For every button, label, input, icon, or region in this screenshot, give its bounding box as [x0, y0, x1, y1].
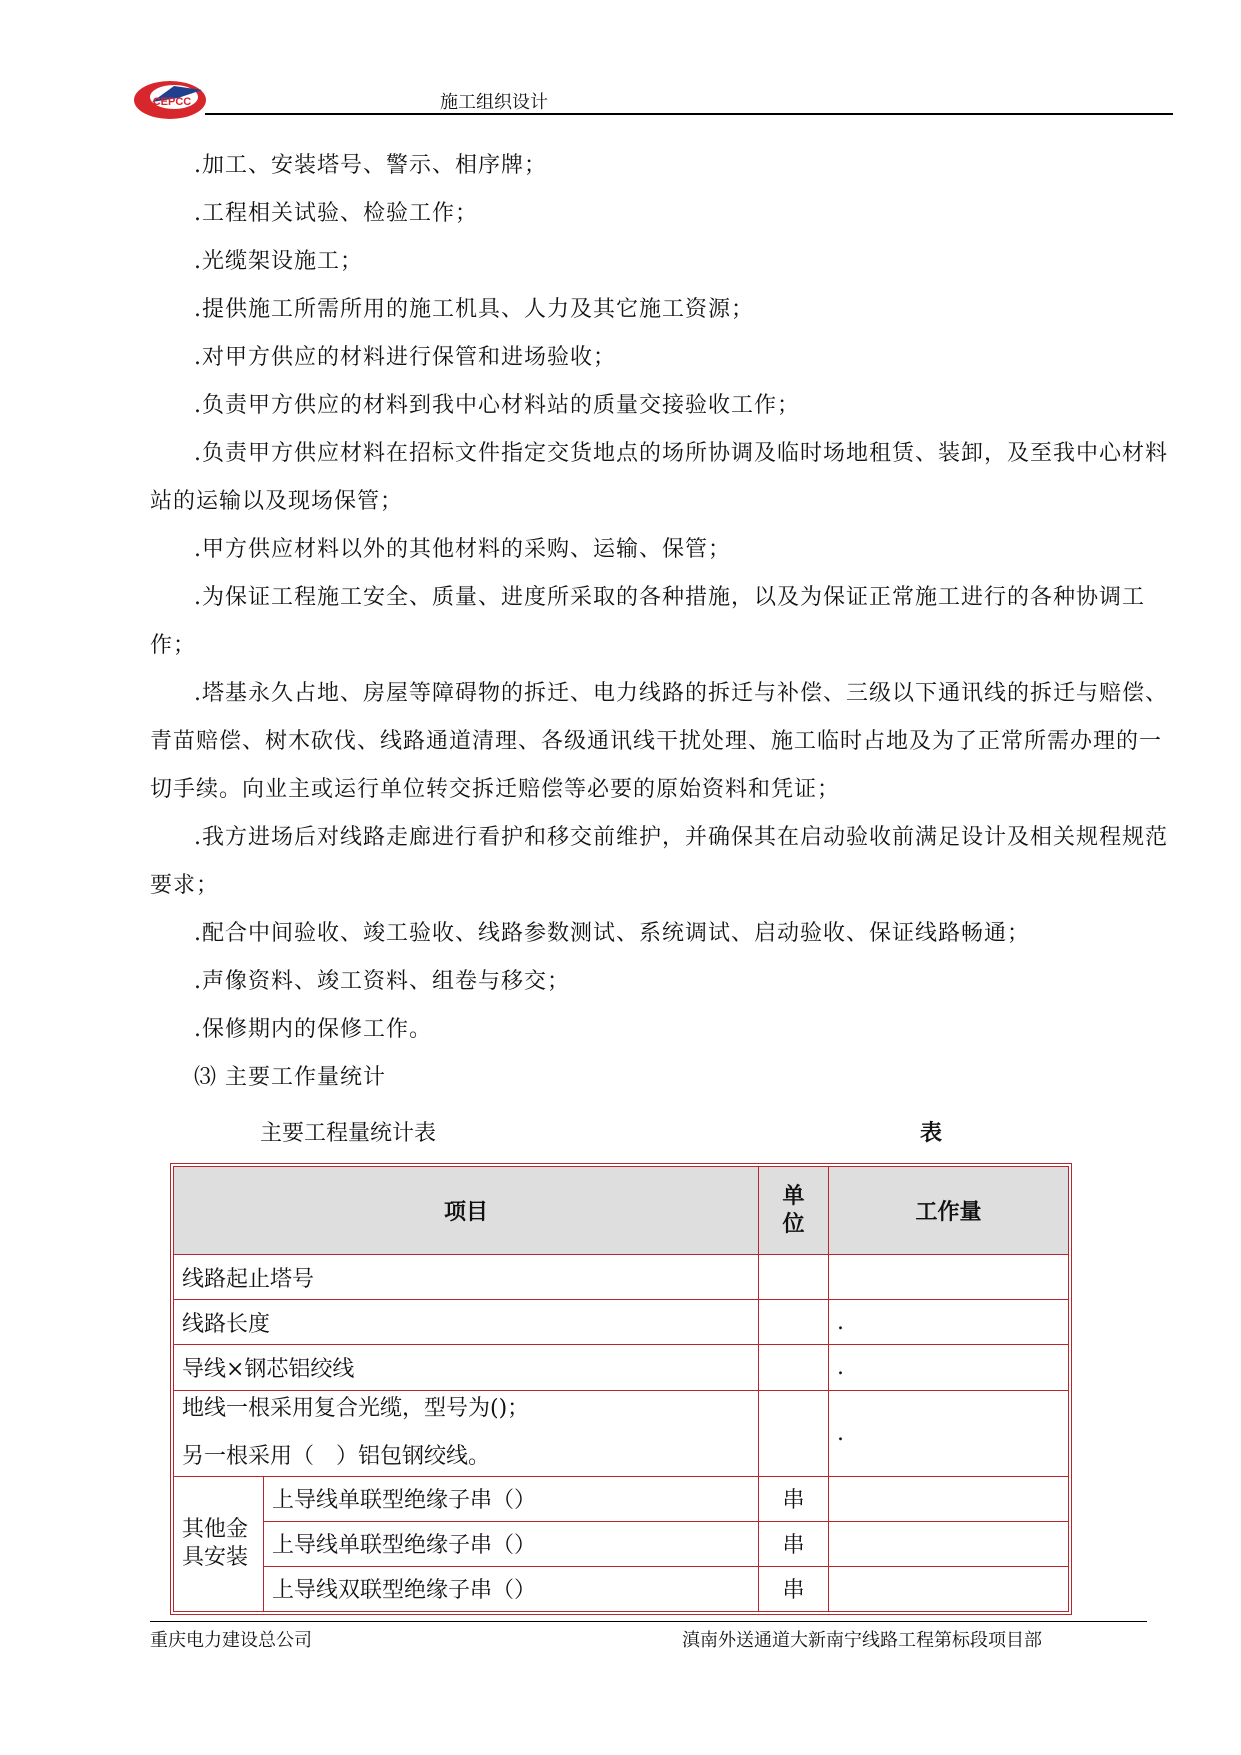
footer-rule — [150, 1621, 1147, 1622]
document-body — [150, 142, 1175, 1102]
row-unit: 串 — [759, 1476, 829, 1521]
table-caption: 主要工程量统计表 — [260, 1121, 437, 1146]
paragraph: .负责甲方供应的材料到我中心材料站的质量交接验收工作； — [194, 393, 800, 418]
paragraph: .我方进场后对线路走廊进行看护和移交前维护，并确保其在启动验收前满足设计及相关规程规范要求； — [150, 825, 1168, 898]
row-item: 导线×钢芯铝绞线 — [174, 1345, 759, 1390]
row-item: 上导线单联型绝缘子串（） — [264, 1521, 759, 1566]
table-row — [174, 1390, 1069, 1476]
table-row — [174, 1255, 1069, 1300]
row-qty — [829, 1566, 1069, 1611]
footer-company: 重庆电力建设总公司 — [150, 1630, 312, 1651]
header-qty: 工作量 — [829, 1167, 1069, 1255]
paragraph: .对甲方供应的材料进行保管和进场验收； — [194, 345, 616, 370]
section-heading: ⑶ 主要工作量统计 — [194, 1065, 386, 1090]
quantity-table — [170, 1163, 1072, 1615]
row-unit — [759, 1255, 829, 1300]
table-row — [174, 1521, 1069, 1566]
table-row — [174, 1300, 1069, 1345]
paragraph: .提供施工所需所用的施工机具、人力及其它施工资源； — [194, 297, 754, 322]
row-unit: 串 — [759, 1566, 829, 1611]
paragraph: .为保证工程施工安全、质量、进度所采取的各种措施，以及为保证正常施工进行的各种协调工作； — [150, 585, 1145, 658]
row-unit — [759, 1300, 829, 1345]
row-qty: . — [829, 1345, 1069, 1390]
paragraph: .塔基永久占地、房屋等障碍物的拆迁、电力线路的拆迁与补偿、三级以下通讯线的拆迁与赔偿、青苗赔偿、树木砍伐、线路通道清理、各级通讯线干扰处理、施工临时占地及为了正常所需办理的一切手续。向业主或运行单位转交拆迁赔偿等必要的原始资料和凭证； — [150, 681, 1168, 802]
table-row — [174, 1345, 1069, 1390]
row-qty: . — [829, 1300, 1069, 1345]
row-item: 上导线单联型绝缘子串（） — [264, 1476, 759, 1521]
row-item: 线路起止塔号 — [174, 1255, 759, 1300]
row-qty — [829, 1476, 1069, 1521]
row-qty: . — [829, 1390, 1069, 1476]
row-item: 线路长度 — [174, 1300, 759, 1345]
row-unit — [759, 1345, 829, 1390]
table-header-row — [174, 1167, 1069, 1255]
paragraph: .光缆架设施工； — [194, 249, 363, 274]
header-title: 施工组织设计 — [440, 92, 548, 113]
row-unit — [759, 1390, 829, 1476]
table-row — [174, 1476, 1069, 1521]
group-label: 其他金 具安装 — [174, 1476, 264, 1611]
paragraph: .加工、安装塔号、警示、相序牌； — [194, 153, 547, 178]
paragraph: .工程相关试验、检验工作； — [194, 201, 478, 226]
row-item: 上导线双联型绝缘子串（） — [264, 1566, 759, 1611]
logo-text: CEPCC — [152, 96, 192, 108]
header-rule — [205, 113, 1173, 115]
header-item: 项目 — [174, 1167, 759, 1255]
row-unit: 串 — [759, 1521, 829, 1566]
row-item: 地线一根采用复合光缆，型号为()； 另一根采用（ ）铝包钢绞线。 — [174, 1390, 759, 1476]
footer-project: 滇南外送通道大新南宁线路工程第标段项目部 — [682, 1630, 1042, 1651]
row-qty — [829, 1255, 1069, 1300]
table-caption-suffix: 表 — [920, 1120, 943, 1146]
company-logo — [132, 76, 210, 122]
paragraph: .声像资料、竣工资料、组卷与移交； — [194, 969, 570, 994]
header-unit: 单 位 — [759, 1167, 829, 1255]
table-row — [174, 1566, 1069, 1611]
paragraph: .保修期内的保修工作。 — [194, 1017, 432, 1042]
row-qty — [829, 1521, 1069, 1566]
paragraph: .负责甲方供应材料在招标文件指定交货地点的场所协调及临时场地租赁、装卸，及至我中心材料站的运输以及现场保管； — [150, 441, 1168, 514]
paragraph: .甲方供应材料以外的其他材料的采购、运输、保管； — [194, 537, 731, 562]
paragraph: .配合中间验收、竣工验收、线路参数测试、系统调试、启动验收、保证线路畅通； — [194, 921, 1030, 946]
